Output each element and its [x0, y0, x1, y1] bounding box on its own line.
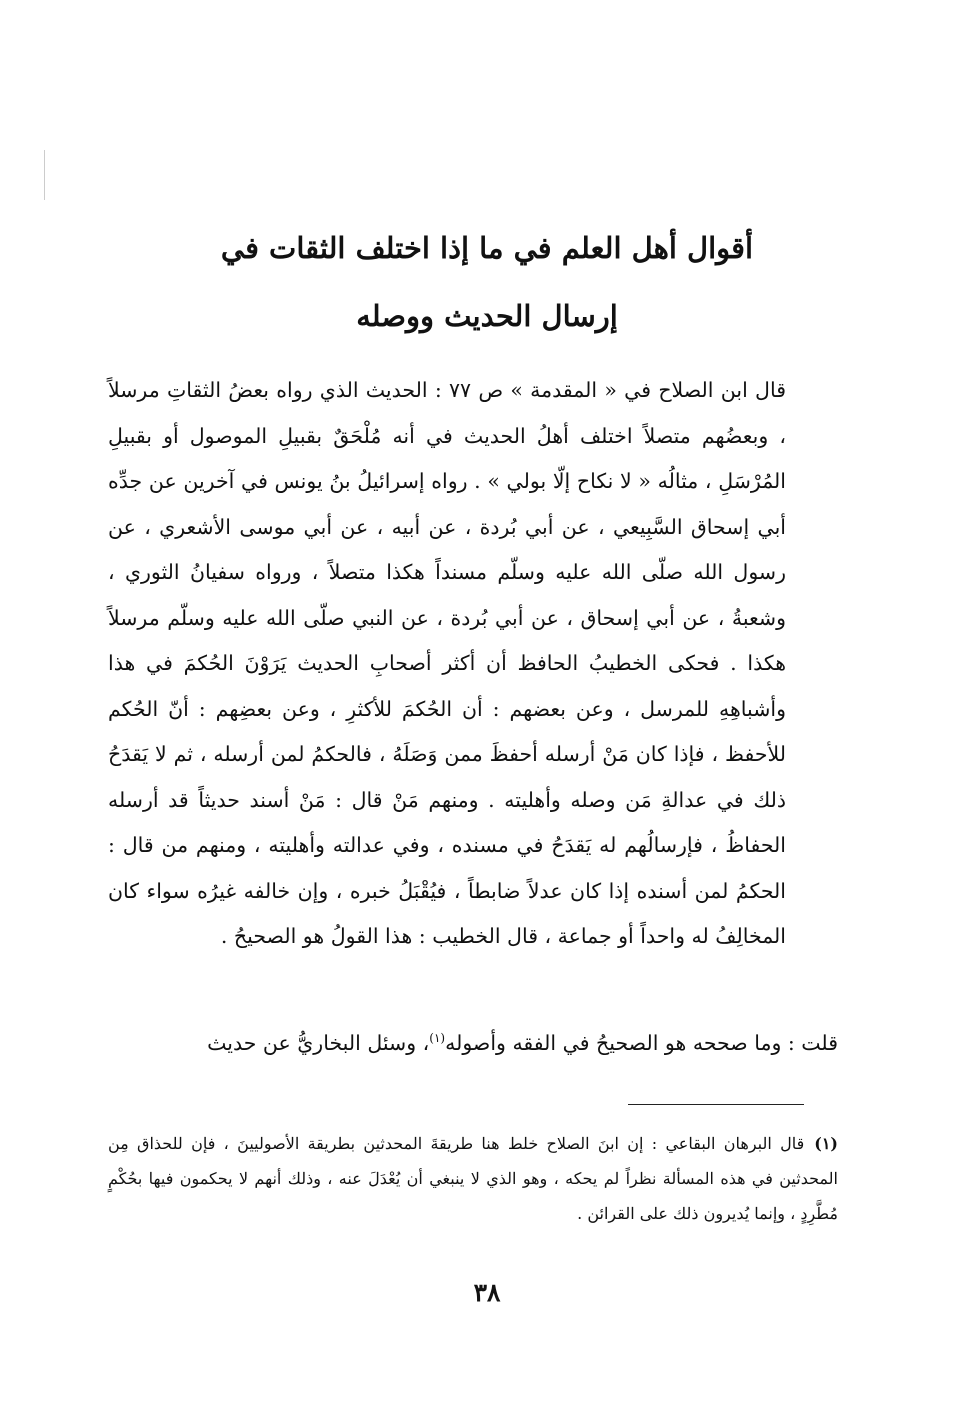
main-text-block: [108, 368, 838, 960]
footnote-text: قال البرهان البقاعي : إن ابنَ الصلاح خلط هنا طريقةَ المحدثين بطريقة الأصوليينَ ، فإن للحذاق مِن المحدثين في هذه المسألة نظراً لم يحكه ، وهو الذي لا ينبغي أن يُعْدَلَ عنه ، وذلك أنهم لا يحكمون فيها بحُكْمٍ مُطَّرِدٍ ، وإنما يُديرون ذلك على القرائن .: [108, 1134, 838, 1223]
footnote-block: [108, 1126, 838, 1231]
footnote-reference[interactable]: (١): [429, 1031, 446, 1045]
paragraph-author-comment: [108, 1016, 890, 1066]
paragraph-ibn-salah-quote: قال ابن الصلاح في « المقدمة » ص ٧٧ : الحديث الذي رواه بعضُ الثقاتِ مرسلاً ، وبعضُهم متصلاً اختلف أهلُ الحديث في أنه مُلْحَقٌ بقبيلِ الموصول أو بقبيلِ المُرْسَلِ ، مثالُه « لا نكاح إلّا بولي » . رواه إسرائيلُ بنُ يونس في آخرين عن جدِّه أبي إسحاق السَّبِيعي ، عن أبي بُردة ، عن أبيه ، عن أبي موسى الأشعري ، عن رسول الله صلّى الله عليه وسلّم مسنداً هكذا متصلاً ، ورواه سفيانُ الثوري ، وشعبةُ ، عن أبي إسحاق ، عن أبي بُردة ، عن النبي صلّى الله عليه وسلّم مرسلاً هكذا . فحكى الخطيبُ الحافظ أن أكثر أصحابِ الحديث يَرَوْنَ الحُكمَ في هذا وأشباهِهِ للمرسل ، وعن بعضهم : أن الحُكمَ للأكثرِ ، وعن بعضِهم : أنّ الحُكم للأحفظ ، فإذا كان مَنْ أرسله أحفظَ ممن وَصَلَهُ ، فالحكمُ لمن أرسله ، ثم لا يَقدَحُ ذلك في عدالةِ مَن وصله وأهليته . ومنهم مَنْ قال : مَنْ أسند حديثاً قد أرسله الحفاظُ ، فإرسالُهم له يَقدَحُ في مسنده ، وفي عدالته وأهليته ، ومنهم من قال : الحكمُ لمن أسنده إذا كان عدلاً ضابطاً ، فيُقْبَلُ خبره ، وإن خالفه غيرُه سواء كان المخالِفُ له واحداً أو جماعة ، قال الخطيب : هذا القولُ هو الصحيحُ .: [108, 378, 786, 948]
footnote-marker: (١): [814, 1134, 838, 1153]
footnote-separator: [628, 1104, 804, 1105]
paragraph-author-comment-continuation: ، وسئل البخاريُّ عن حديث: [207, 1030, 430, 1055]
page-number: ٣٨: [473, 1278, 501, 1307]
chapter-heading-line-1: أقوال أهل العلم في ما إذا اختلف الثقات في: [220, 231, 754, 265]
margin-line: [44, 150, 45, 200]
paragraph-author-comment-text: قلت : وما صححه هو الصحيحُ في الفقه وأصوله: [445, 1030, 838, 1055]
chapter-heading-line-2: إرسال الحديث ووصله: [356, 299, 618, 333]
